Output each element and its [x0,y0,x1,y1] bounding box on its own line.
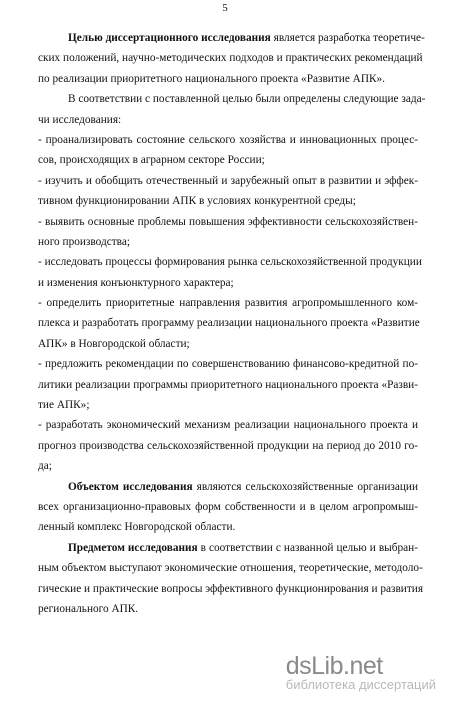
text-line: по реализации приоритетного национального проекта «Развитие АПК». [38,72,385,85]
text-line: являются сельскохозяйственные организации [192,480,418,493]
subject-paragraph [38,538,424,620]
list-item: ного производства; [38,235,130,248]
watermark-logo [286,652,436,692]
watermark-subtitle: библиотека диссертаций [285,677,436,692]
list-item: плекса и разработать программу реализации национального проекта «Развитие [38,317,420,330]
task-list [38,130,422,477]
list-item: АПК» в Новгородской области; [38,337,190,350]
text-line: регионального АПК. [38,602,139,615]
list-item: - исследовать процессы формирования рынка сельскохозяйственной продукции [38,256,422,269]
list-item: - изучить и обобщить отечественный и зарубежный опыт в развитии и эффек- [38,174,418,187]
tasks-intro-paragraph [38,89,426,130]
subject-term: Предметом исследования [68,541,198,554]
text-line: ских положений, научно-методических подходов и практических рекомендаций [38,52,423,65]
text-line: гические и практические вопросы эффективного функционирования и развития [38,582,424,595]
list-item: прогноз производства сельскохозяйственной продукции на период до 2010 го- [38,439,418,452]
list-item: - определить приоритетные направления развития агропромышленного ком- [38,297,418,310]
object-term: Объектом исследования [68,480,193,493]
text-line: всех организационно-правовых форм собственности и в целом агропромыш- [38,500,418,513]
list-item: тивном функционировании АПК в условиях конкурентной среды; [38,195,356,208]
list-item: - выявить основные проблемы повышения эффективности сельскохозяйствен- [38,215,418,228]
list-item: сов, происходящих в аграрном секторе России; [38,154,265,167]
goal-term: Целью диссертационного исследования [68,32,271,44]
page-number: 5 [222,2,228,14]
list-item: тие АПК»; [38,399,90,412]
text-line: является разработка теоретиче- [270,32,425,44]
text-line: в соответствии с названной целью и выбран- [197,541,418,554]
list-item: - предложить рекомендации по совершенствованию финансово-кредитной по- [38,358,418,371]
list-item: - проанализировать состояние сельского хозяйства и инновационных процес- [38,133,418,146]
watermark-title: dsLib.net [285,652,383,680]
text-line: ленный комплекс Новгородской области. [38,521,236,534]
text-line: В соответствии с поставленной целью были определены следующие зада- [68,93,426,106]
list-item: да; [38,460,52,473]
document-body [38,28,426,619]
text-line: ным объектом выступают экономические отношения, теоретические, методоло- [38,562,423,575]
object-paragraph [38,477,418,538]
goal-paragraph [38,28,425,89]
list-item: и изменения конъюнктурного характера; [38,276,234,289]
list-item: литики реализации программы приоритетного национального проекта «Разви- [38,378,418,391]
text-line: чи исследования: [38,113,122,126]
list-item: - разработать экономический механизм реализации национального проекта и [38,419,418,432]
